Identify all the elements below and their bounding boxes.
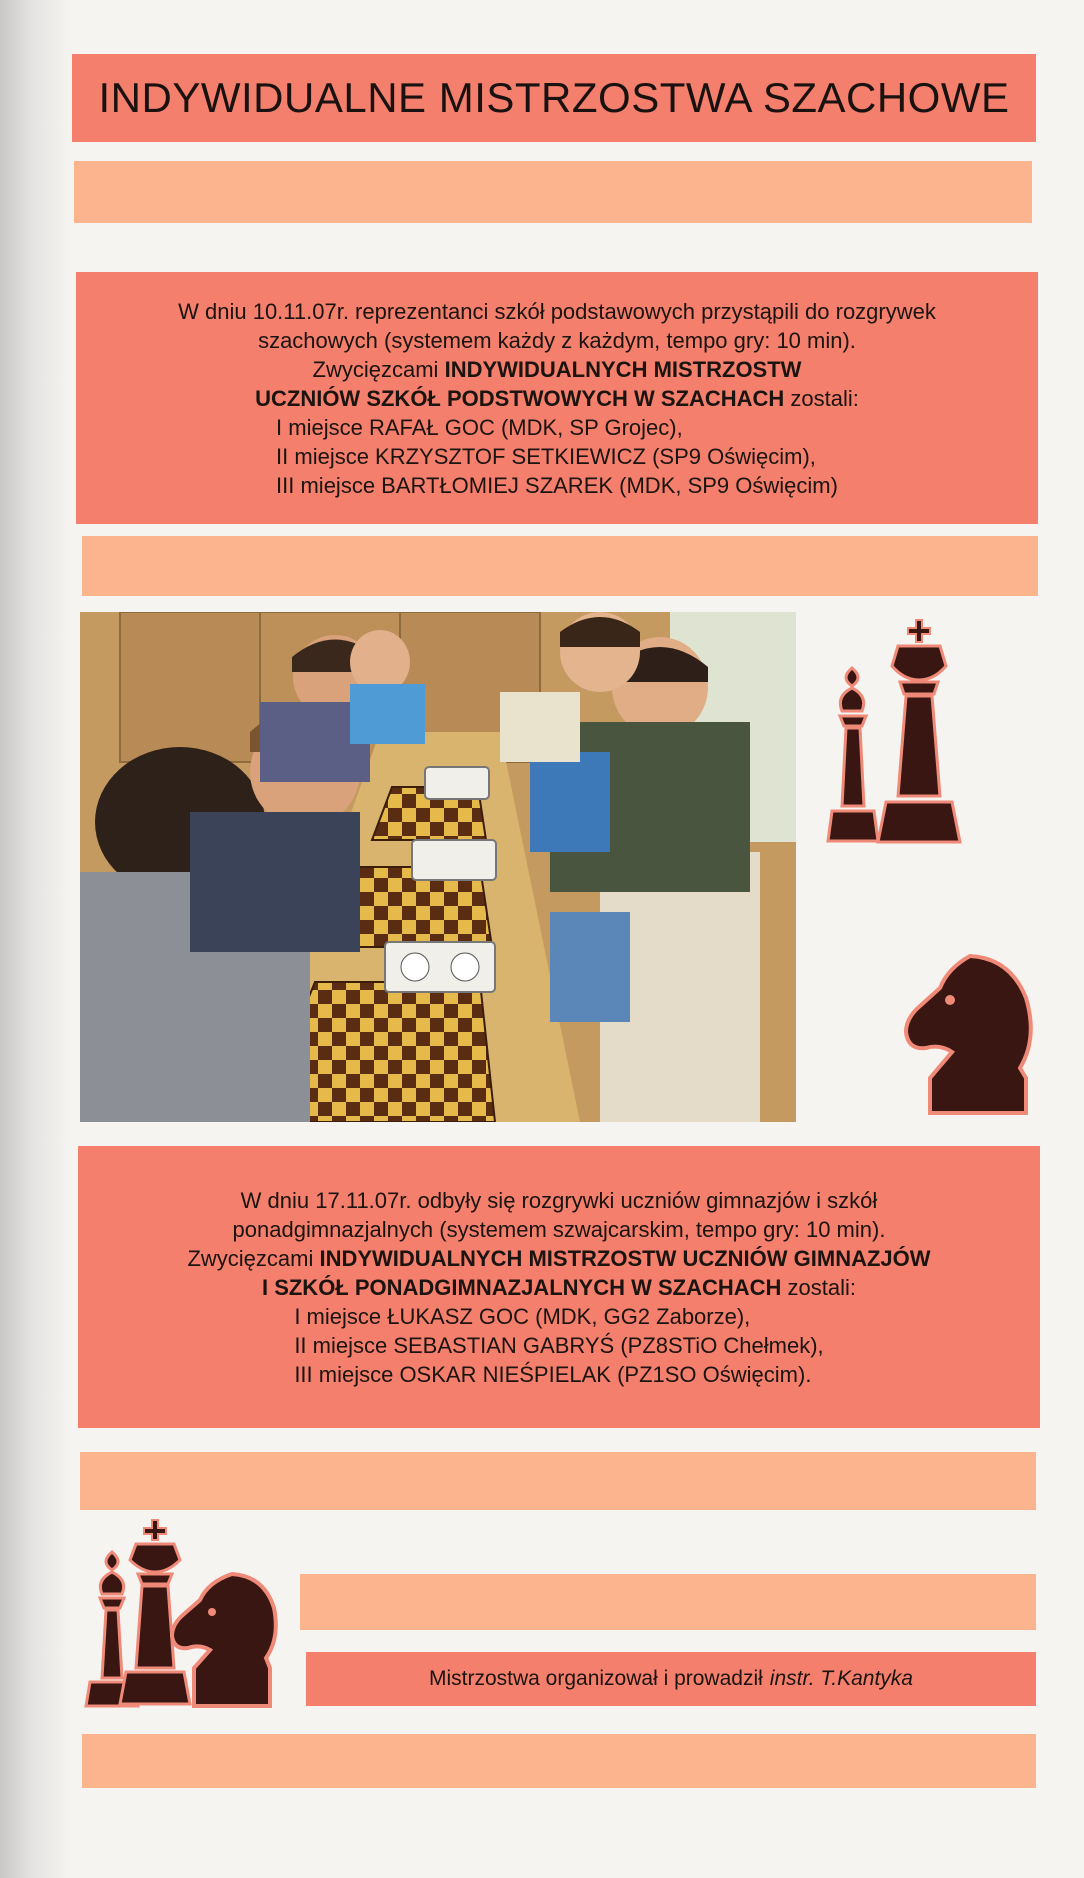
primary-result-3: III miejsce BARTŁOMIEJ SZAREK (MDK, SP9 Oświęcim) [276,472,838,498]
decorative-band-2 [82,536,1038,596]
secondary-result-2: II miejsce SEBASTIAN GABRYŚ (PZ8STiO Chełmek), [294,1332,824,1358]
secondary-event-name-1: INDYWIDUALNYCH MISTRZOSTW UCZNIÓW GIMNAZJÓW [319,1245,931,1271]
secondary-winners-prefix: Zwycięzcami [187,1245,314,1271]
primary-intro-line-1: W dniu 10.11.07r. reprezentanci szkół podstawowych przystąpili do rozgrywek [178,298,936,324]
secondary-winners-line-1 [187,1244,930,1273]
primary-winners-line-2 [255,384,859,413]
decorative-band-3 [80,1452,1036,1510]
photo-illustration [80,612,796,1122]
primary-event-name-1: INDYWIDUALNYCH MISTRZOSTW [444,356,802,382]
chess-king-icon [878,620,960,842]
secondary-intro-line-2: ponadgimnazjalnych (systemem szwajcarskim, tempo gry: 10 min). [232,1216,886,1242]
primary-results-list [276,413,838,500]
primary-intro-line-2: szachowych (systemem każdy z każdym, tempo gry: 10 min). [258,327,856,353]
organizer-note-band [306,1652,1036,1706]
secondary-event-name-2: I SZKÓŁ PONADGIMNAZJALNYCH W SZACHACH [261,1274,782,1300]
page-title: INDYWIDUALNE MISTRZOSTWA SZACHOWE [98,74,1010,121]
secondary-results-list [294,1302,823,1389]
chess-pieces-group [84,1518,280,1710]
king-bishop-pieces [826,616,966,856]
chess-players-photo [80,612,796,1122]
chess-bishop-icon [828,668,878,841]
primary-event-name-2: UCZNIÓW SZKÓŁ PODSTWOWYCH W SZACHACH [255,385,785,411]
secondary-event-suffix: zostali: [787,1274,857,1300]
chess-king-icon [120,1520,190,1704]
decorative-band-4 [300,1574,1036,1630]
secondary-winners-line-2 [262,1273,856,1302]
title-band [72,54,1036,142]
secondary-results-box [78,1146,1040,1428]
secondary-intro-line-1: W dniu 17.11.07r. odbyły się rozgrywki uczniów gimnazjów i szkół [240,1187,878,1213]
primary-results-box [76,272,1038,524]
chess-knight-icon [900,948,1040,1118]
page-edge-shadow [0,0,70,1878]
decorative-band-5 [82,1734,1036,1788]
primary-result-2: II miejsce KRZYSZTOF SETKIEWICZ (SP9 Oświęcim), [276,443,816,469]
secondary-result-1: I miejsce ŁUKASZ GOC (MDK, GG2 Zaborze), [294,1303,751,1329]
primary-result-1: I miejsce RAFAŁ GOC (MDK, SP Grojec), [276,414,683,440]
organizer-name: instr. T.Kantyka [769,1667,913,1690]
primary-winners-line-1 [313,355,802,384]
primary-winners-prefix: Zwycięzcami [312,356,439,382]
primary-event-suffix: zostali: [790,385,859,411]
organizer-text: Mistrzostwa organizował i prowadził [429,1667,763,1690]
decorative-band-1 [74,161,1032,223]
secondary-result-3: III miejsce OSKAR NIEŚPIELAK (PZ1SO Oświęcim). [294,1361,812,1387]
